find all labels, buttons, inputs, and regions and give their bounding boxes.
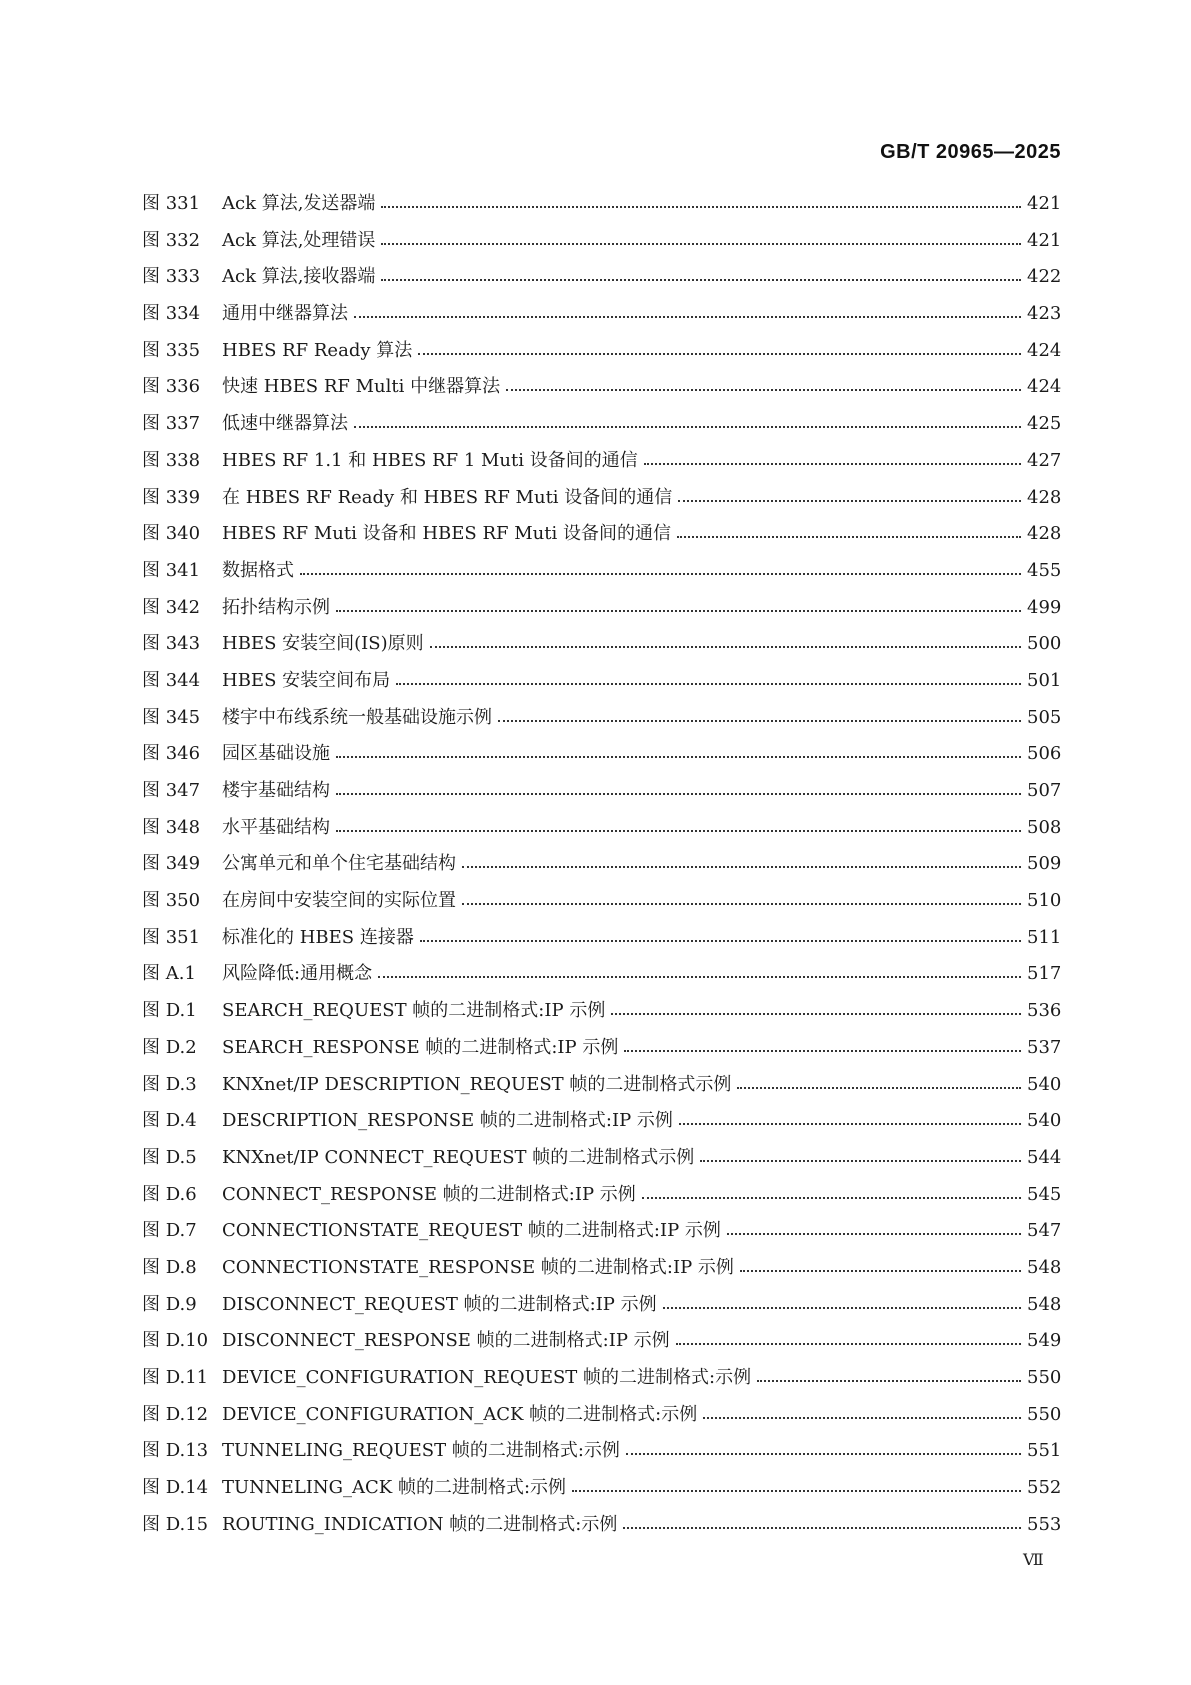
page-number: 421 [1027,229,1062,251]
figure-title: 园区基础设施 [222,743,330,765]
dot-leader [727,1222,1021,1236]
figure-number: 图 D.7 [142,1220,197,1242]
dot-leader [378,965,1021,979]
page-number: 548 [1027,1293,1062,1315]
dot-leader [300,562,1021,576]
figure-number: 图 342 [142,596,201,618]
figure-title: HBES RF 1.1 和 HBES RF 1 Muti 设备间的通信 [222,449,638,471]
toc-entry[interactable] [142,852,1061,889]
figure-number: 图 344 [142,669,201,691]
page-number: 428 [1027,486,1062,508]
figure-number: 图 D.11 [142,1367,209,1388]
toc-entry[interactable] [142,339,1061,376]
dot-leader [626,1442,1021,1456]
figure-title: 快速 HBES RF Multi 中继器算法 [222,376,501,398]
toc-entry[interactable] [142,1073,1061,1110]
page-number: 425 [1027,413,1062,435]
toc-entry[interactable] [142,999,1061,1036]
dot-leader [354,305,1021,319]
figure-title: SEARCH_REQUEST 帧的二进制格式:IP 示例 [222,1000,606,1022]
figure-number: 图 331 [142,193,201,214]
dot-leader [336,819,1021,833]
figure-number: 图 336 [142,376,201,398]
dot-leader [700,1149,1021,1163]
page-number: 455 [1027,559,1062,581]
figure-title: Ack 算法,处理错误 [222,229,376,251]
toc-entry[interactable] [142,926,1061,963]
figure-title: Ack 算法,发送器端 [222,193,376,214]
figure-number: 图 D.2 [142,1036,197,1058]
page-folio: Ⅶ [1023,1550,1044,1569]
figure-title: HBES 安装空间(IS)原则 [222,633,424,655]
dot-leader [498,709,1021,723]
figure-number: 图 A.1 [142,963,196,985]
page-number: 550 [1027,1403,1062,1425]
figure-title: Ack 算法,接收器端 [222,266,376,288]
figure-title: KNXnet/IP DESCRIPTION_REQUEST 帧的二进制格式示例 [222,1073,732,1095]
figure-title: 楼宇基础结构 [222,780,330,801]
dot-leader [663,1296,1021,1310]
figure-title: 通用中继器算法 [222,303,348,325]
figure-number: 图 340 [142,523,201,545]
toc-entry[interactable] [142,559,1061,596]
toc-entry[interactable] [142,889,1061,926]
page-number: 549 [1027,1330,1062,1352]
figure-number: 图 D.14 [142,1477,209,1499]
figure-title: 公寓单元和单个住宅基础结构 [222,853,456,875]
figure-number: 图 343 [142,633,201,655]
figure-number: 图 D.12 [142,1403,209,1425]
page-number: 511 [1027,926,1062,948]
page-number: 509 [1027,853,1062,875]
dot-leader [336,745,1021,759]
toc-entry[interactable] [142,1146,1061,1183]
toc-entry[interactable] [142,1403,1061,1440]
toc-entry[interactable] [142,192,1061,229]
page-number: 424 [1027,376,1062,398]
figure-number: 图 333 [142,266,201,288]
figure-title: KNXnet/IP CONNECT_REQUEST 帧的二进制格式示例 [222,1146,695,1168]
toc-entry[interactable] [142,1256,1061,1293]
dot-leader [381,268,1021,282]
page-number: 544 [1027,1146,1062,1168]
page-number: 537 [1027,1036,1062,1058]
toc-entry[interactable] [142,742,1061,779]
figure-list-toc [142,192,1061,1549]
toc-entry[interactable] [142,522,1061,559]
page-number: 506 [1027,743,1062,765]
dot-leader [430,635,1021,649]
dot-leader [740,1259,1021,1273]
figure-title: HBES 安装空间布局 [222,669,391,691]
figure-number: 图 D.13 [142,1440,209,1462]
page-number: 551 [1027,1440,1062,1462]
figure-title: TUNNELING_REQUEST 帧的二进制格式:示例 [222,1440,620,1462]
toc-entry[interactable] [142,302,1061,339]
dot-leader [336,782,1021,796]
dot-leader [644,452,1021,466]
figure-number: 图 346 [142,743,201,765]
toc-entry[interactable] [142,1293,1061,1330]
page-number: 507 [1027,780,1062,801]
figure-title: HBES RF Ready 算法 [222,339,413,361]
dot-leader [703,1406,1021,1420]
toc-entry[interactable] [142,1439,1061,1476]
page-number: 424 [1027,339,1062,361]
page-number: 536 [1027,1000,1062,1022]
figure-number: 图 D.3 [142,1073,197,1095]
dot-leader [642,1186,1021,1200]
dot-leader [679,1112,1021,1126]
figure-title: 低速中继器算法 [222,413,348,435]
page-number: 422 [1027,266,1062,288]
toc-entry[interactable] [142,486,1061,523]
toc-entry[interactable] [142,706,1061,743]
toc-entry[interactable] [142,816,1061,853]
figure-title: 风险降低:通用概念 [222,963,373,985]
figure-number: 图 335 [142,339,201,361]
page-number: 553 [1027,1513,1062,1535]
figure-title: 水平基础结构 [222,816,330,838]
figure-number: 图 D.1 [142,1000,197,1022]
page-number: 505 [1027,706,1062,728]
toc-entry[interactable] [142,412,1061,449]
toc-entry[interactable] [142,1476,1061,1513]
dot-leader [611,1002,1021,1016]
figure-title: 在 HBES RF Ready 和 HBES RF Muti 设备间的通信 [222,486,673,508]
figure-title: DISCONNECT_RESPONSE 帧的二进制格式:IP 示例 [222,1330,670,1352]
figure-title: CONNECT_RESPONSE 帧的二进制格式:IP 示例 [222,1183,636,1205]
figure-title: DEVICE_CONFIGURATION_REQUEST 帧的二进制格式:示例 [222,1367,752,1388]
dot-leader [396,672,1021,686]
page-number: 501 [1027,669,1062,691]
figure-title: TUNNELING_ACK 帧的二进制格式:示例 [222,1477,567,1499]
figure-title: 楼宇中布线系统一般基础设施示例 [222,706,492,728]
figure-number: 图 D.4 [142,1110,197,1132]
figure-title: CONNECTIONSTATE_REQUEST 帧的二进制格式:IP 示例 [222,1220,721,1242]
dot-leader [737,1076,1021,1090]
toc-entry[interactable] [142,1183,1061,1220]
figure-number: 图 338 [142,449,201,471]
figure-number: 图 D.15 [142,1513,209,1535]
toc-entry[interactable] [142,962,1061,999]
figure-title: SEARCH_RESPONSE 帧的二进制格式:IP 示例 [222,1036,619,1058]
toc-entry[interactable] [142,375,1061,412]
toc-entry[interactable] [142,265,1061,302]
page-number: 423 [1027,303,1062,325]
dot-leader [676,1332,1021,1346]
figure-number: 图 D.10 [142,1330,209,1352]
page-number: 547 [1027,1220,1062,1242]
page-number: 550 [1027,1367,1062,1388]
page-number: 428 [1027,523,1062,545]
figure-title: 拓扑结构示例 [222,596,330,618]
figure-number: 图 D.8 [142,1256,197,1278]
page-number: 499 [1027,596,1062,618]
dot-leader [462,892,1021,906]
figure-title: DESCRIPTION_RESPONSE 帧的二进制格式:IP 示例 [222,1110,673,1132]
page-number: 540 [1027,1073,1062,1095]
figure-title: CONNECTIONSTATE_RESPONSE 帧的二进制格式:IP 示例 [222,1256,734,1278]
figure-title: DEVICE_CONFIGURATION_ACK 帧的二进制格式:示例 [222,1403,698,1425]
dot-leader [336,599,1021,613]
toc-entry[interactable] [142,1513,1061,1550]
toc-entry[interactable] [142,1329,1061,1366]
page-number: 427 [1027,449,1062,471]
toc-entry[interactable] [142,449,1061,486]
figure-title: 在房间中安装空间的实际位置 [222,890,456,912]
figure-number: 图 341 [142,559,201,581]
dot-leader [623,1516,1021,1530]
figure-number: 图 D.9 [142,1293,197,1315]
figure-number: 图 349 [142,853,201,875]
figure-title: DISCONNECT_REQUEST 帧的二进制格式:IP 示例 [222,1293,657,1315]
toc-entry[interactable] [142,229,1061,266]
figure-title: 标准化的 HBES 连接器 [222,926,414,948]
dot-leader [677,525,1021,539]
figure-number: 图 351 [142,926,201,948]
dot-leader [462,855,1021,869]
figure-number: 图 D.6 [142,1183,197,1205]
page-number: 552 [1027,1477,1062,1499]
toc-entry[interactable] [142,669,1061,706]
page-number: 510 [1027,890,1062,912]
figure-title: ROUTING_INDICATION 帧的二进制格式:示例 [222,1513,618,1535]
page-number: 508 [1027,816,1062,838]
page-number: 548 [1027,1256,1062,1278]
figure-title: 数据格式 [222,559,294,581]
toc-entry[interactable] [142,779,1061,816]
dot-leader [418,342,1021,356]
dot-leader [354,415,1021,429]
dot-leader [381,195,1021,209]
figure-number: 图 350 [142,890,201,912]
dot-leader [420,929,1021,943]
dot-leader [572,1479,1021,1493]
figure-number: 图 347 [142,780,201,801]
figure-number: 图 D.5 [142,1146,197,1168]
figure-title: HBES RF Muti 设备和 HBES RF Muti 设备间的通信 [222,523,671,545]
page-number: 421 [1027,193,1062,214]
page-number: 540 [1027,1110,1062,1132]
toc-entry[interactable] [142,1036,1061,1073]
figure-number: 图 334 [142,303,201,325]
dot-leader [506,378,1021,392]
figure-number: 图 337 [142,413,201,435]
page-number: 500 [1027,633,1062,655]
toc-entry[interactable] [142,596,1061,633]
toc-entry[interactable] [142,1366,1061,1403]
page-number: 517 [1027,963,1062,985]
figure-number: 图 345 [142,706,201,728]
dot-leader [624,1039,1021,1053]
toc-entry[interactable] [142,1219,1061,1256]
figure-number: 图 339 [142,486,201,508]
dot-leader [381,232,1021,246]
figure-number: 图 348 [142,816,201,838]
toc-entry[interactable] [142,1109,1061,1146]
dot-leader [757,1369,1021,1383]
figure-number: 图 332 [142,229,201,251]
dot-leader [678,489,1021,503]
toc-entry[interactable] [142,632,1061,669]
page-number: 545 [1027,1183,1062,1205]
standard-code: GB/T 20965—2025 [880,141,1061,163]
